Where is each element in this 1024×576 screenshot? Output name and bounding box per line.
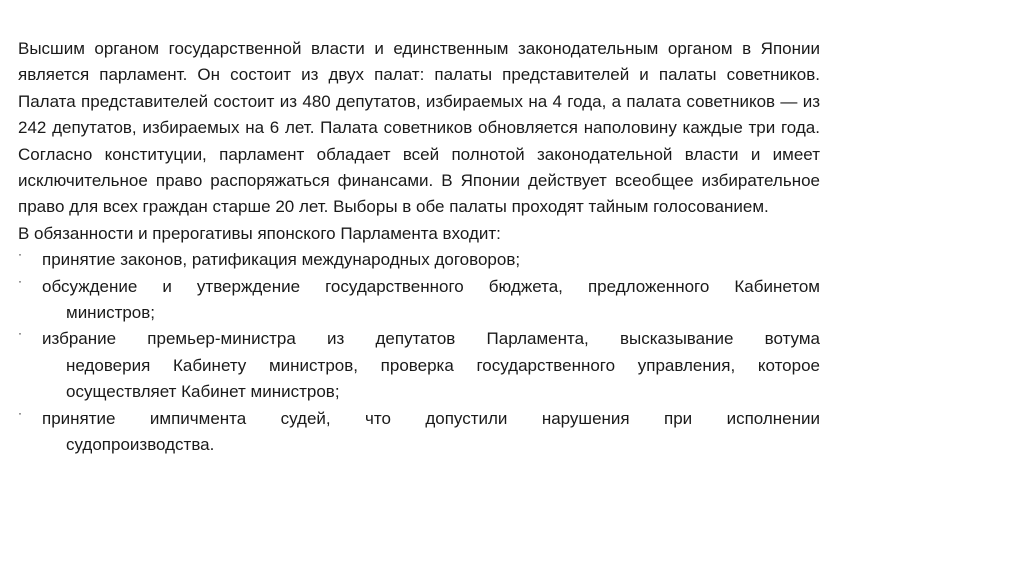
list-item-text: принятие законов, ратификация международных договоров; bbox=[42, 250, 521, 270]
text-block bbox=[18, 36, 820, 459]
list-item bbox=[18, 247, 820, 273]
body-paragraph: Высшим органом государственной власти и единственным законодательным органом в Японии является парламент. Он состоит из двух палат: палаты представителей и палаты советников. Палата представителей состоит из 480 депутатов, избираемых на 4 года, а палата советников — из 242 депутатов, избираемых на 6 лет. Палата советников обновляется наполовину каждые три года. Согласно конституции, парламент обладает всей полнотой законодательной власти и имеет исключительное право распоряжаться финансами. В Японии действует всеобщее избирательное право для всех граждан старше 20 лет. Выборы в обе палаты проходят тайным голосованием. bbox=[18, 39, 820, 217]
list-intro: В обязанности и прерогативы японского Парламента входит: bbox=[18, 223, 501, 243]
bullet-dot-icon: · bbox=[18, 326, 22, 341]
list-item-text: избрание премьер-министра из депутатов Парламента, высказывание вотума bbox=[42, 329, 820, 349]
list-item-text: принятие импичмента судей, что допустили нарушения при исполнении bbox=[42, 408, 820, 428]
list-item-continuation: министров; bbox=[66, 303, 156, 323]
bullet-dot-icon: · bbox=[18, 273, 22, 288]
list-item-continuation: судопроизводства. bbox=[66, 435, 215, 455]
list-item-text: обсуждение и утверждение государственного бюджета, предложенного Кабинетом bbox=[42, 276, 820, 296]
bullet-dot-icon: · bbox=[18, 405, 22, 420]
list-item-continuation: недоверия Кабинету министров, проверка государственного управления, которое осуществляет Кабинет министров; bbox=[66, 355, 820, 402]
list-item bbox=[18, 406, 820, 459]
list-item bbox=[18, 274, 820, 327]
bullet-list bbox=[18, 247, 820, 458]
bullet-dot-icon: · bbox=[18, 247, 22, 262]
list-item bbox=[18, 326, 820, 405]
